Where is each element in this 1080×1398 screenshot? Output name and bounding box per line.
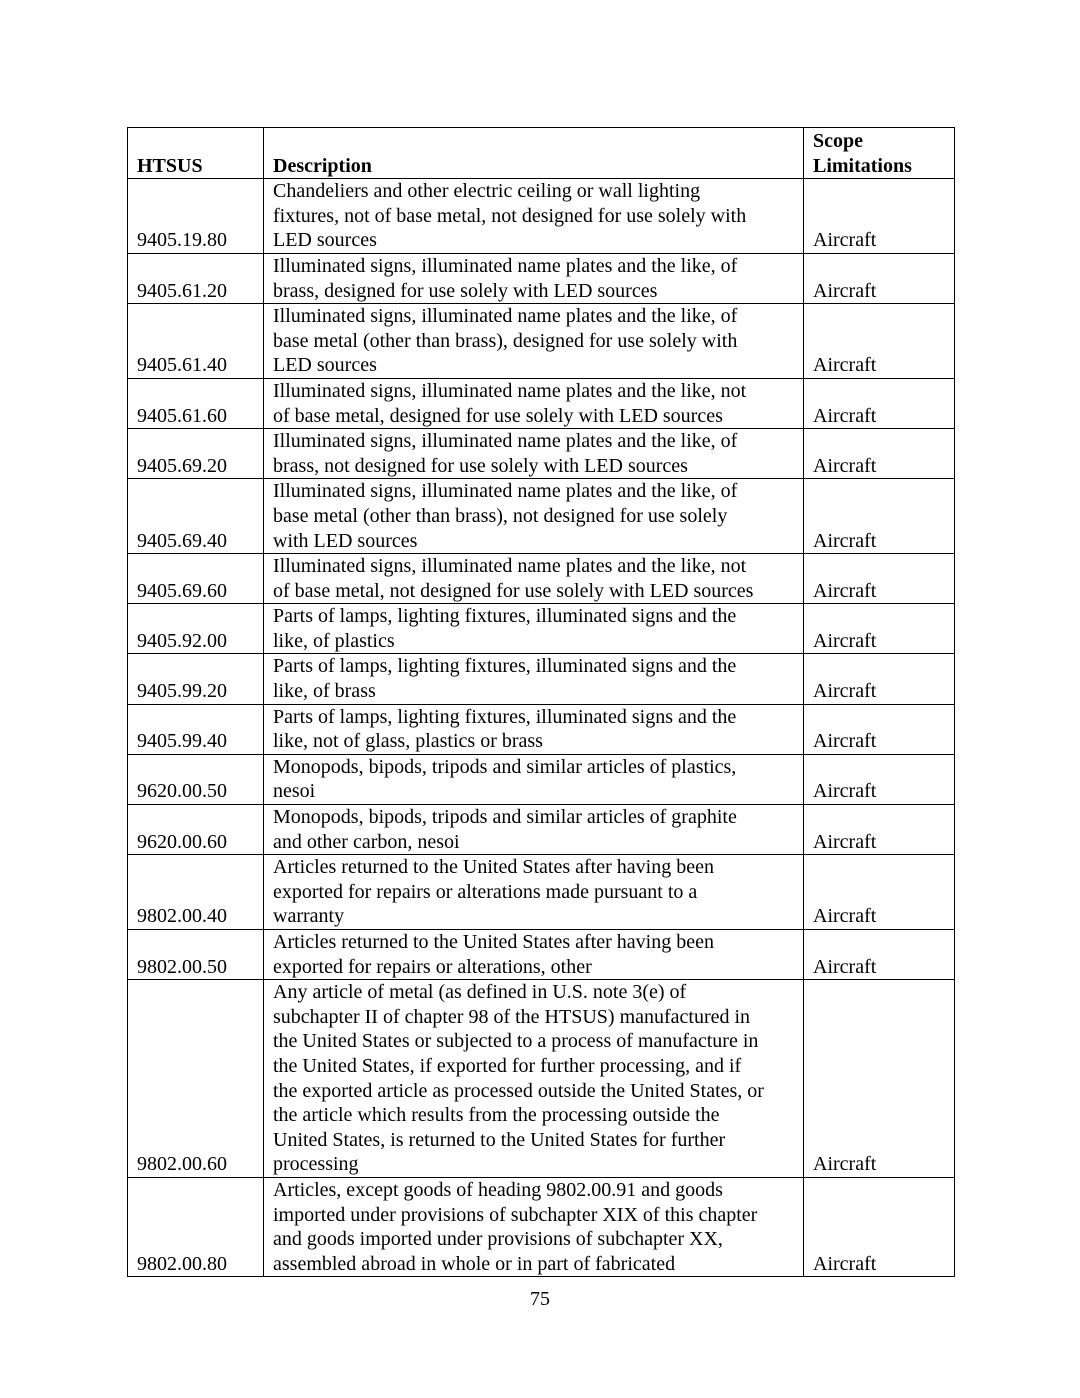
description-line: Illuminated signs, illuminated name plates and the like, of xyxy=(273,254,738,277)
table-header-row xyxy=(128,128,955,179)
description-line: like, of brass xyxy=(273,680,376,703)
scope-limitation-cell: Aircraft xyxy=(804,704,955,754)
htsus-code-cell: 9405.61.60 xyxy=(128,378,264,428)
htsus-code-cell: 9405.99.40 xyxy=(128,704,264,754)
htsus-code-cell: 9620.00.60 xyxy=(128,805,264,855)
table-row xyxy=(128,554,955,604)
description-line: subchapter II of chapter 98 of the HTSUS) manufactured in xyxy=(273,1005,751,1028)
description-cell xyxy=(264,479,804,554)
scope-limitation-cell: Aircraft xyxy=(804,805,955,855)
description-line: Articles returned to the United States after having been xyxy=(273,856,714,879)
description-cell xyxy=(264,429,804,479)
scope-limitation-cell: Aircraft xyxy=(804,304,955,379)
htsus-code-cell: 9405.19.80 xyxy=(128,179,264,254)
table-row xyxy=(128,1177,955,1276)
description-line: like, of plastics xyxy=(273,629,395,652)
description-line: like, not of glass, plastics or brass xyxy=(273,730,543,753)
scope-limitation-cell: Aircraft xyxy=(804,429,955,479)
description-line: exported for repairs or alterations, other xyxy=(273,955,592,978)
header-description: Description xyxy=(264,128,804,179)
htsus-code-cell: 9620.00.50 xyxy=(128,754,264,804)
htsus-code-cell: 9405.61.20 xyxy=(128,253,264,303)
description-line: Illuminated signs, illuminated name plates and the like, of xyxy=(273,430,738,453)
description-line: Articles, except goods of heading 9802.00.91 and goods xyxy=(273,1178,723,1201)
page-number: 75 xyxy=(530,1288,550,1310)
description-line: the United States or subjected to a process of manufacture in xyxy=(273,1030,759,1053)
description-line: Illuminated signs, illuminated name plates and the like, not xyxy=(273,555,747,578)
description-cell xyxy=(264,604,804,654)
description-line: LED sources xyxy=(273,354,377,377)
scope-limitation-cell: Aircraft xyxy=(804,930,955,980)
description-cell xyxy=(264,304,804,379)
description-line: Chandeliers and other electric ceiling or wall lighting xyxy=(273,180,701,203)
description-line: base metal (other than brass), designed for use solely with xyxy=(273,329,738,352)
description-line: of base metal, designed for use solely with LED sources xyxy=(273,404,723,427)
scope-limitation-cell: Aircraft xyxy=(804,980,955,1178)
description-line: Illuminated signs, illuminated name plates and the like, of xyxy=(273,305,738,328)
header-scope-limitations xyxy=(804,128,955,179)
description-cell xyxy=(264,378,804,428)
table-row xyxy=(128,980,955,1178)
description-cell xyxy=(264,1177,804,1276)
description-line: fixtures, not of base metal, not designed for use solely with xyxy=(273,204,747,227)
table-row xyxy=(128,604,955,654)
scope-limitation-cell: Aircraft xyxy=(804,378,955,428)
description-line: Parts of lamps, lighting fixtures, illuminated signs and the xyxy=(273,655,737,678)
description-line: assembled abroad in whole or in part of fabricated xyxy=(273,1252,676,1275)
description-cell xyxy=(264,179,804,254)
table-row xyxy=(128,429,955,479)
table-row xyxy=(128,704,955,754)
description-line: imported under provisions of subchapter XIX of this chapter xyxy=(273,1203,758,1226)
table-row xyxy=(128,805,955,855)
htsus-code-cell: 9802.00.80 xyxy=(128,1177,264,1276)
htsus-code-cell: 9802.00.60 xyxy=(128,980,264,1178)
table-row xyxy=(128,253,955,303)
description-line: nesoi xyxy=(273,780,316,803)
description-line: Parts of lamps, lighting fixtures, illuminated signs and the xyxy=(273,705,737,728)
htsus-code-cell: 9405.92.00 xyxy=(128,604,264,654)
description-cell xyxy=(264,980,804,1178)
description-cell xyxy=(264,805,804,855)
description-cell xyxy=(264,754,804,804)
description-line: United States, is returned to the United States for further xyxy=(273,1128,726,1151)
description-line: and other carbon, nesoi xyxy=(273,830,460,853)
scope-limitation-cell: Aircraft xyxy=(804,754,955,804)
description-line: warranty xyxy=(273,905,345,928)
description-line: processing xyxy=(273,1153,359,1176)
header-scope-line1: Scope xyxy=(813,130,863,152)
header-scope-line2: Limitations xyxy=(813,154,912,177)
description-line: LED sources xyxy=(273,229,377,252)
description-cell xyxy=(264,855,804,930)
table-row xyxy=(128,479,955,554)
scope-limitation-cell: Aircraft xyxy=(804,554,955,604)
description-line: the United States, if exported for further processing, and if xyxy=(273,1054,742,1077)
description-cell xyxy=(264,930,804,980)
table-row xyxy=(128,754,955,804)
htsus-code-cell: 9802.00.50 xyxy=(128,930,264,980)
htsus-code-cell: 9405.99.20 xyxy=(128,654,264,704)
scope-limitation-cell: Aircraft xyxy=(804,1177,955,1276)
table-body xyxy=(128,179,955,1277)
description-line: the exported article as processed outside the United States, or xyxy=(273,1079,764,1102)
table-row xyxy=(128,304,955,379)
table-row xyxy=(128,378,955,428)
scope-limitation-cell: Aircraft xyxy=(804,479,955,554)
table-row xyxy=(128,855,955,930)
description-line: and goods imported under provisions of subchapter XX, xyxy=(273,1228,723,1251)
description-cell xyxy=(264,554,804,604)
htsus-code-cell: 9405.61.40 xyxy=(128,304,264,379)
scope-limitation-cell: Aircraft xyxy=(804,179,955,254)
description-line: Monopods, bipods, tripods and similar articles of plastics, xyxy=(273,755,737,778)
description-line: brass, designed for use solely with LED sources xyxy=(273,279,658,302)
description-line: Illuminated signs, illuminated name plates and the like, not xyxy=(273,379,747,402)
description-line: the article which results from the processing outside the xyxy=(273,1104,720,1127)
scope-limitation-cell: Aircraft xyxy=(804,855,955,930)
description-cell xyxy=(264,654,804,704)
description-line: exported for repairs or alterations made pursuant to a xyxy=(273,880,698,903)
description-line: Parts of lamps, lighting fixtures, illuminated signs and the xyxy=(273,605,737,628)
description-line: Any article of metal (as defined in U.S. note 3(e) of xyxy=(273,981,687,1004)
description-line: with LED sources xyxy=(273,529,418,552)
htsus-code-cell: 9802.00.40 xyxy=(128,855,264,930)
description-line: brass, not designed for use solely with LED sources xyxy=(273,454,688,477)
htsus-code-cell: 9405.69.40 xyxy=(128,479,264,554)
htsus-code-cell: 9405.69.60 xyxy=(128,554,264,604)
table-row xyxy=(128,654,955,704)
description-cell xyxy=(264,253,804,303)
table-row xyxy=(128,179,955,254)
description-cell xyxy=(264,704,804,754)
scope-limitation-cell: Aircraft xyxy=(804,604,955,654)
description-line: Articles returned to the United States after having been xyxy=(273,931,714,953)
table-row xyxy=(128,930,955,980)
htsus-table xyxy=(127,127,955,1277)
header-htsus: HTSUS xyxy=(128,128,264,179)
scope-limitation-cell: Aircraft xyxy=(804,253,955,303)
htsus-code-cell: 9405.69.20 xyxy=(128,429,264,479)
description-line: base metal (other than brass), not designed for use solely xyxy=(273,504,728,527)
description-line: Illuminated signs, illuminated name plates and the like, of xyxy=(273,480,738,503)
scope-limitation-cell: Aircraft xyxy=(804,654,955,704)
description-line: of base metal, not designed for use solely with LED sources xyxy=(273,579,754,602)
description-line: Monopods, bipods, tripods and similar articles of graphite xyxy=(273,806,737,829)
